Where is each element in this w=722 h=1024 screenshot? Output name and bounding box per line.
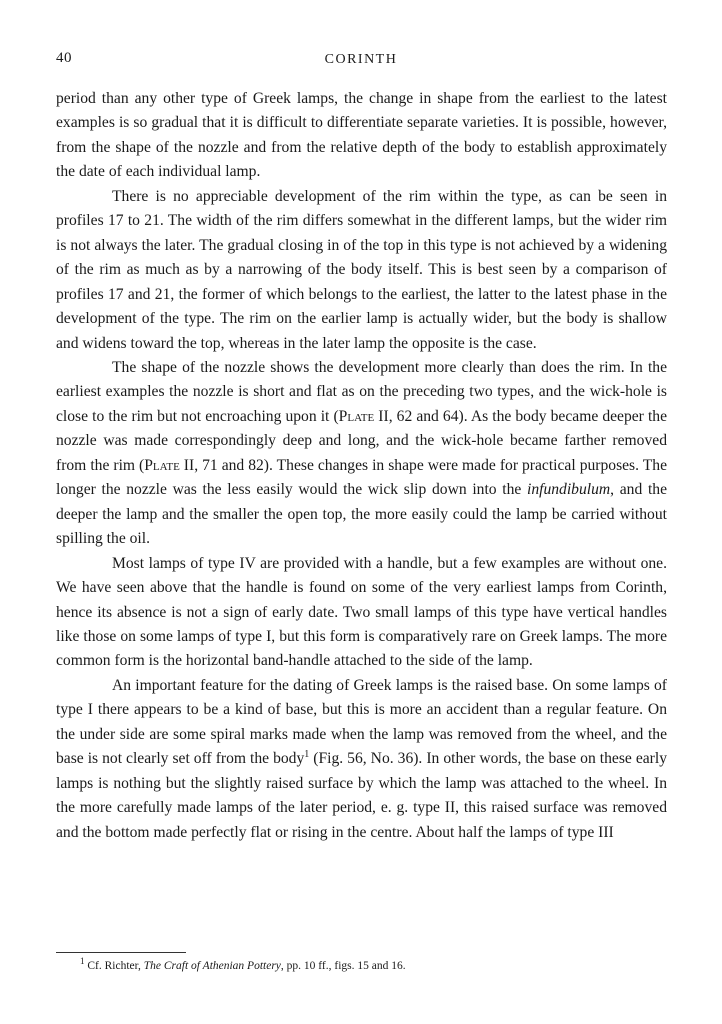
paragraph-3 [56, 356, 667, 552]
footnote [80, 958, 406, 974]
page-number: 40 [56, 50, 72, 66]
footnote-mark: 1 [80, 956, 85, 967]
body-text [56, 87, 667, 845]
plate-reference: Plate [144, 456, 180, 474]
paragraph-2: There is no appreciable development of the rim within the type, as can be seen in profiles 17 to 21. The width of the rim differs somewhat in the different lamps, but the wider rim is not always the later. The gradual closing in of the top in this type is not achieved by a widening of the rim as much as by a narrowing of the body itself. This is best seen by a comparison of profiles 17 and 21, the former of which belongs to the earliest, the latter to the latest phase in the development of the type. The rim on the earlier lamp is actually wider, but the body is shallow and widens toward the top, whereas in the later lamp the opposite is the case. [56, 187, 667, 352]
paragraph-3-text-d: , and the deeper the lamp and the smaller the open top, the more easily could the lamp be carried without spilling the oil. [56, 481, 667, 548]
footnote-prefix: Cf. Richter, [87, 960, 144, 972]
italic-term: infundibulum [527, 481, 611, 499]
paragraph-5-text-b: (Fig. 56, No. 36). In other words, the base on these early lamps is nothing but the slightly raised surface by which the lamp was attached to the wheel. In the more carefully made lamps of the later period, e. g. type II, this raised surface was removed and the bottom made perfectly flat or rising in the centre. About half the lamps of type III [56, 750, 667, 841]
running-title: CORINTH [324, 52, 398, 67]
plate-reference: Plate [338, 407, 375, 425]
paragraph-3-text-b: II, 62 and 64). As the body became deeper the nozzle was made correspondingly deep and long, and the wick-hole became farther removed from the rim ( [56, 407, 668, 474]
paragraph-5 [56, 674, 667, 845]
footnote-suffix: , pp. 10 ff., figs. 15 and 16. [280, 960, 406, 972]
footnote-reference[interactable]: 1 [304, 749, 310, 761]
paragraph-1: period than any other type of Greek lamps, the change in shape from the earliest to the latest examples is so gradual that it is difficult to differentiate separate varieties. It is possible, however, from the shape of the nozzle and from the relative depth of the body to establish approximately the date of each individual lamp. [56, 90, 667, 181]
footnote-book-title: The Craft of Athenian Pottery [143, 960, 281, 972]
paragraph-4: Most lamps of type IV are provided with a handle, but a few examples are without one. We have seen above that the handle is found on some of the very earliest lamps from Corinth, hence its absence is not a sign of early date. Two small lamps of this type have vertical handles like those on some lamps of type I, but this form is comparatively rare on Greek lamps. The more common form is the horizontal band-handle attached to the side of the lamp. [56, 554, 667, 670]
paragraph-3-text-a: The shape of the nozzle shows the development more clearly than does the rim. In the earliest examples the nozzle is short and flat as on the preceding two types, and the wick-hole is close to the rim but not encroaching upon it ( [56, 358, 667, 425]
paragraph-3-text-c: II, 71 and 82). These changes in shape were made for practical purposes. The longer the nozzle was the less easily would the wick slip down into the [56, 456, 667, 499]
footnote-divider [56, 952, 186, 953]
paragraph-5-text-a: An important feature for the dating of Greek lamps is the raised base. On some lamps of type I there appears to be a kind of base, but this is more an accident than a regular feature. On the under side are some spiral marks made when the lamp was removed from the wheel, and the base is not clearly set off from the body [56, 676, 667, 768]
